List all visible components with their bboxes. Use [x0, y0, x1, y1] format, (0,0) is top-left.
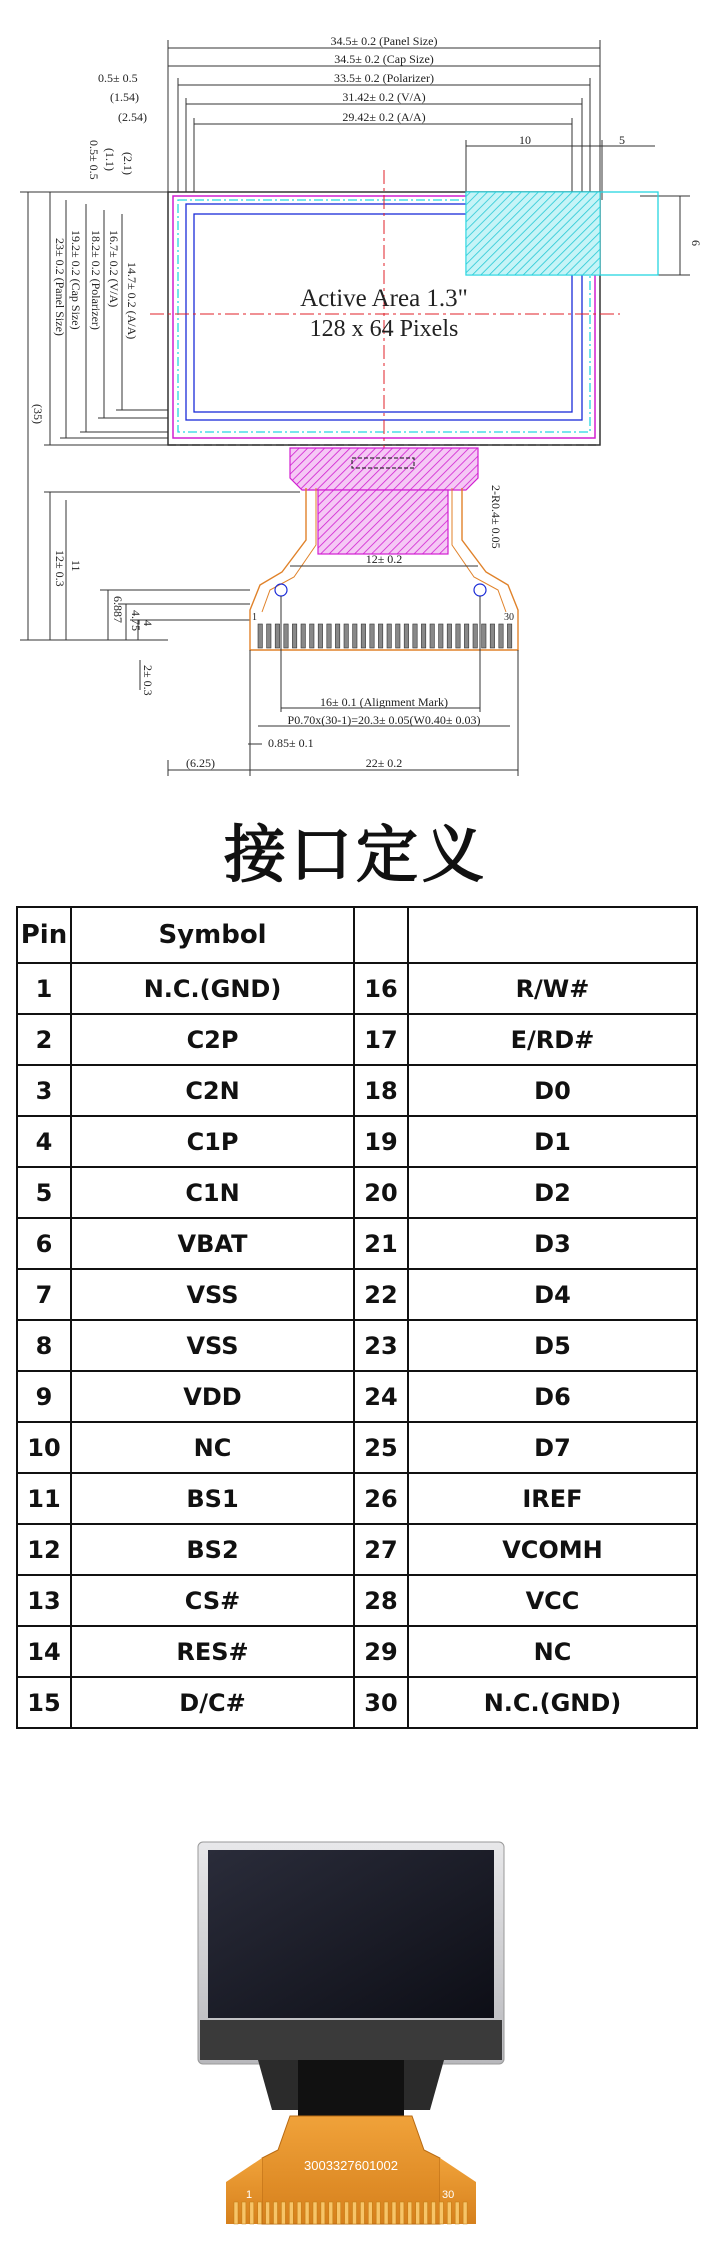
pin-symbol: CS# — [71, 1575, 354, 1626]
contact-pin — [482, 624, 486, 648]
dim-v-polarizer: 18.2± 0.2 (Polarizer) — [89, 230, 103, 330]
pin-number: 6 — [17, 1218, 71, 1269]
contact-pin — [456, 624, 460, 648]
pin-number: 9 — [17, 1371, 71, 1422]
gold-contact — [297, 2202, 301, 2224]
gold-contact — [281, 2202, 285, 2224]
driver-ic — [318, 490, 448, 554]
header-symbol-2 — [408, 907, 697, 963]
contact-pin — [258, 624, 262, 648]
dim-ten: 10 — [519, 133, 531, 147]
contact-pin — [275, 624, 279, 648]
contact-pin — [361, 624, 365, 648]
pin-symbol: D3 — [408, 1218, 697, 1269]
dim-five: 5 — [619, 133, 625, 147]
pin-symbol: IREF — [408, 1473, 697, 1524]
pin-number: 11 — [17, 1473, 71, 1524]
pin-number: 4 — [17, 1116, 71, 1167]
dim-v-2: 2± 0.3 — [141, 665, 155, 696]
dim-total-22: 22± 0.2 — [365, 756, 403, 770]
pin-symbol: VBAT — [71, 1218, 354, 1269]
contact-pin — [318, 624, 322, 648]
header-pin: Pin — [17, 907, 71, 963]
mechanical-drawing — [0, 0, 712, 800]
pin-symbol: D1 — [408, 1116, 697, 1167]
gold-contact — [455, 2202, 459, 2224]
pin-symbol: BS2 — [71, 1524, 354, 1575]
gold-contact — [274, 2202, 278, 2224]
pin-number: 28 — [354, 1575, 408, 1626]
active-area-resolution: 128 x 64 Pixels — [309, 316, 459, 342]
gold-contact — [368, 2202, 372, 2224]
alignment-mark-left — [275, 584, 287, 596]
contact-pin — [499, 624, 503, 648]
dim-v-35: (35) — [31, 404, 45, 424]
pin-symbol: D7 — [408, 1422, 697, 1473]
pin-symbol: C1P — [71, 1116, 354, 1167]
pin-symbol: D/C# — [71, 1677, 354, 1728]
dim-va-width: 31.42± 0.2 (V/A) — [342, 90, 426, 104]
pin-symbol: VSS — [71, 1269, 354, 1320]
dim-v-12: 12± 0.3 — [53, 550, 67, 587]
contact-pin — [310, 624, 314, 648]
pin-symbol: E/RD# — [408, 1014, 697, 1065]
pin-symbol: BS1 — [71, 1473, 354, 1524]
dim-panel-width: 34.5± 0.2 (Panel Size) — [330, 34, 438, 48]
pin-symbol: D5 — [408, 1320, 697, 1371]
table-row — [17, 1065, 697, 1116]
dim-left-254: (2.54) — [118, 110, 147, 124]
pin-number: 23 — [354, 1320, 408, 1371]
gold-contact — [439, 2202, 443, 2224]
pin-definition-table — [16, 906, 698, 1729]
contact-pin — [464, 624, 468, 648]
table-row — [17, 1626, 697, 1677]
gold-contact — [345, 2202, 349, 2224]
contact-pin — [327, 624, 331, 648]
gold-contact — [329, 2202, 333, 2224]
section-title: 接口定义 — [223, 818, 488, 891]
gold-contact — [266, 2202, 270, 2224]
contact-pin — [404, 624, 408, 648]
flex-contacts — [258, 624, 512, 648]
table-row — [17, 1167, 697, 1218]
pin-symbol: D2 — [408, 1167, 697, 1218]
pin-number: 27 — [354, 1524, 408, 1575]
gold-contact — [400, 2202, 404, 2224]
pin-number: 26 — [354, 1473, 408, 1524]
contact-pin — [335, 624, 339, 648]
photo-pin-1: 1 — [246, 2189, 253, 2201]
dim-v-11: (1.1) — [103, 148, 117, 171]
table-row — [17, 1524, 697, 1575]
table-row — [17, 1014, 697, 1065]
gold-contact — [313, 2202, 317, 2224]
pin-number: 18 — [354, 1065, 408, 1116]
pin-number: 12 — [17, 1524, 71, 1575]
alignment-mark-right — [474, 584, 486, 596]
dim-offset-625: (6.25) — [186, 756, 215, 770]
pin-symbol: N.C.(GND) — [408, 1677, 697, 1728]
pin-symbol: NC — [408, 1626, 697, 1677]
dim-six: 6 — [689, 240, 703, 246]
gold-contact — [384, 2202, 388, 2224]
contact-pin — [284, 624, 288, 648]
pin-number: 15 — [17, 1677, 71, 1728]
dim-v-4: 4 — [141, 620, 155, 626]
dim-polarizer-width: 33.5± 0.2 (Polarizer) — [334, 71, 434, 85]
dim-pad: 0.85± 0.1 — [268, 736, 314, 750]
pin-number: 21 — [354, 1218, 408, 1269]
dim-alignment: 16± 0.1 (Alignment Mark) — [320, 695, 448, 709]
pin-number: 16 — [354, 963, 408, 1014]
pin-number: 5 — [17, 1167, 71, 1218]
pin-symbol: N.C.(GND) — [71, 963, 354, 1014]
contact-pin — [387, 624, 391, 648]
gold-contact — [305, 2202, 309, 2224]
pin-symbol: D6 — [408, 1371, 697, 1422]
pin-symbol: C2P — [71, 1014, 354, 1065]
dim-pitch: P0.70x(30-1)=20.3± 0.05(W0.40± 0.03) — [287, 713, 481, 727]
pin-number: 24 — [354, 1371, 408, 1422]
contact-pin — [430, 624, 434, 648]
gold-contact — [376, 2202, 380, 2224]
gold-contact — [432, 2202, 436, 2224]
table-row — [17, 1575, 697, 1626]
contact-pin — [421, 624, 425, 648]
dim-v-panel: 23± 0.2 (Panel Size) — [53, 238, 67, 336]
pin-number: 17 — [354, 1014, 408, 1065]
gold-contact — [360, 2202, 364, 2224]
contact-pin — [396, 624, 400, 648]
dim-v-21: (2.1) — [121, 152, 135, 175]
pin-symbol: VCC — [408, 1575, 697, 1626]
product-photo — [0, 1820, 712, 2249]
gold-contact — [242, 2202, 246, 2224]
pin-number: 25 — [354, 1422, 408, 1473]
drawing-pin-30: 30 — [504, 612, 514, 623]
gold-contact — [321, 2202, 325, 2224]
pin-number: 29 — [354, 1626, 408, 1677]
dim-v-va: 16.7± 0.2 (V/A) — [107, 230, 121, 308]
gold-contact — [447, 2202, 451, 2224]
table-row — [17, 1422, 697, 1473]
gold-contact — [392, 2202, 396, 2224]
dim-v-05: 0.5± 0.5 — [87, 140, 101, 180]
contact-pin — [267, 624, 271, 648]
contact-pin — [447, 624, 451, 648]
dim-v-cap: 19.2± 0.2 (Cap Size) — [69, 230, 83, 330]
table-row — [17, 1116, 697, 1167]
contact-pin — [490, 624, 494, 648]
contact-pin — [301, 624, 305, 648]
dim-v-aa: 14.7± 0.2 (A/A) — [125, 262, 139, 340]
gold-contact — [353, 2202, 357, 2224]
flex-part-number: 3003327601002 — [304, 2158, 398, 2173]
pin-number: 14 — [17, 1626, 71, 1677]
pin-number: 1 — [17, 963, 71, 1014]
pin-number: 8 — [17, 1320, 71, 1371]
dim-left-154: (1.54) — [110, 90, 139, 104]
gold-contact — [424, 2202, 428, 2224]
contact-pin — [507, 624, 511, 648]
gold-contact — [234, 2202, 238, 2224]
dim-v-11b: 11 — [69, 560, 83, 572]
dim-aa-width: 29.42± 0.2 (A/A) — [342, 110, 426, 124]
active-area-title: Active Area 1.3" — [300, 285, 468, 312]
pin-number: 19 — [354, 1116, 408, 1167]
pin-number: 2 — [17, 1014, 71, 1065]
pin-number: 20 — [354, 1167, 408, 1218]
dim-flex-width: 12± 0.2 — [365, 552, 403, 566]
table-row — [17, 1218, 697, 1269]
dim-radius: 2-R0.4± 0.05 — [489, 485, 503, 549]
table-row — [17, 963, 697, 1014]
pin-number: 30 — [354, 1677, 408, 1728]
pin-symbol: R/W# — [408, 963, 697, 1014]
photo-pin-30: 30 — [442, 2189, 455, 2201]
pin-symbol: C2N — [71, 1065, 354, 1116]
contact-pin — [353, 624, 357, 648]
pin-number: 3 — [17, 1065, 71, 1116]
gold-contact — [337, 2202, 341, 2224]
pin-number: 10 — [17, 1422, 71, 1473]
driver-chip — [298, 2060, 404, 2116]
dim-left-offset: 0.5± 0.5 — [98, 71, 138, 85]
pin-number: 13 — [17, 1575, 71, 1626]
header-pin-2 — [354, 907, 408, 963]
gold-contact — [416, 2202, 420, 2224]
pin-symbol: VDD — [71, 1371, 354, 1422]
gold-contact — [289, 2202, 293, 2224]
table-row — [17, 1371, 697, 1422]
contact-pin — [413, 624, 417, 648]
pin-symbol: D4 — [408, 1269, 697, 1320]
contact-pin — [370, 624, 374, 648]
dim-v-475: 4.75 — [129, 610, 143, 631]
drawing-pin-1: 1 — [252, 612, 257, 623]
ic-bond-area — [290, 448, 478, 490]
pin-number: 7 — [17, 1269, 71, 1320]
gold-contact — [463, 2202, 467, 2224]
pin-symbol: NC — [71, 1422, 354, 1473]
pin-symbol: C1N — [71, 1167, 354, 1218]
contact-pin — [439, 624, 443, 648]
pin-symbol: VCOMH — [408, 1524, 697, 1575]
contact-pin — [344, 624, 348, 648]
pin-symbol: VSS — [71, 1320, 354, 1371]
contact-pin — [292, 624, 296, 648]
contact-pin — [378, 624, 382, 648]
table-row — [17, 1473, 697, 1524]
label-zone-hatch — [466, 192, 600, 275]
header-symbol: Symbol — [71, 907, 354, 963]
table-row — [17, 1269, 697, 1320]
display-glass — [208, 1850, 494, 2018]
gold-contact — [250, 2202, 254, 2224]
pin-symbol: RES# — [71, 1626, 354, 1677]
dim-cap-width: 34.5± 0.2 (Cap Size) — [334, 52, 434, 66]
pin-symbol: D0 — [408, 1065, 697, 1116]
gold-contact — [258, 2202, 262, 2224]
contact-pin — [473, 624, 477, 648]
gold-contact — [408, 2202, 412, 2224]
pin-number: 22 — [354, 1269, 408, 1320]
table-row — [17, 1677, 697, 1728]
table-row — [17, 1320, 697, 1371]
dim-v-6887: 6.887 — [111, 596, 125, 623]
table-header-row — [17, 907, 697, 963]
